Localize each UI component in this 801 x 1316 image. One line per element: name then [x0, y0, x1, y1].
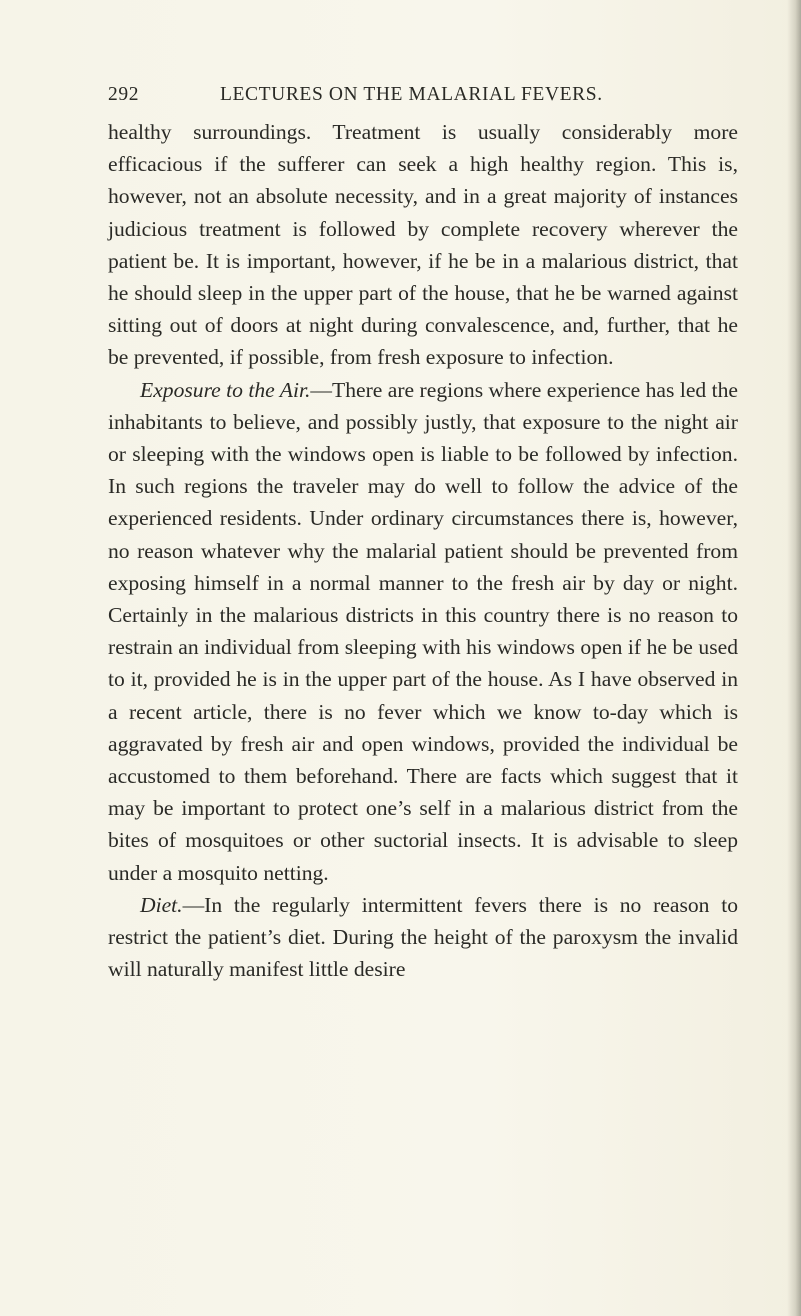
- paragraph-exposure: [108, 374, 738, 889]
- paragraph-text: —There are regions where experience has led the inhabitants to believe, and possibly justly, that exposure to the night air or sleeping with the windows open is liable to be followed by infection. In such regions the traveler may do well to follow the advice of the experienced residents. Under ordinary circumstances there is, however, no reason whatever why the malarial patient should be prevented from exposing himself in a normal manner to the fresh air by day or night. Certainly in the malarious districts in this country there is no reason to restrain an individual from sleeping with his windows open if he be used to it, provided he is in the upper part of the house. As I have observed in a recent article, there is no fever which we know to-day which is aggravated by fresh air and open windows, provided the individual be accustomed to them beforehand. There are facts which suggest that it may be important to protect one’s self in a malarious district from the bites of mosquitoes or other suctorial insects. It is advisable to sleep under a mosquito netting.: [108, 377, 738, 885]
- section-lead-exposure: Exposure to the Air.: [140, 377, 311, 402]
- section-lead-diet: Diet.: [140, 892, 183, 917]
- paragraph-continuation: [108, 116, 738, 374]
- page-number: 292: [108, 84, 140, 105]
- page-edge-shadow: [787, 0, 801, 1316]
- paragraph-text: healthy surroundings. Treatment is usually considerably more efficacious if the sufferer can seek a high healthy region. This is, however, not an absolute necessity, and in a great majority of instances judicious treatment is followed by complete recovery wherever the patient be. It is important, however, if he be in a malarious district, that he should sleep in the upper part of the house, that he be warned against sitting out of doors at night during convalescence, and, further, that he be prevented, if possible, from fresh exposure to infection.: [108, 120, 738, 370]
- body-text: [108, 116, 738, 985]
- paragraph-text: —In the regularly intermittent fevers there is no reason to restrict the patient’s diet. During the height of the paroxysm the invalid will naturally manifest little desire: [108, 892, 738, 982]
- running-title: LECTURES ON THE MALARIAL FEVERS.: [220, 84, 603, 105]
- paragraph-diet: [108, 889, 738, 986]
- page-header: [108, 84, 738, 108]
